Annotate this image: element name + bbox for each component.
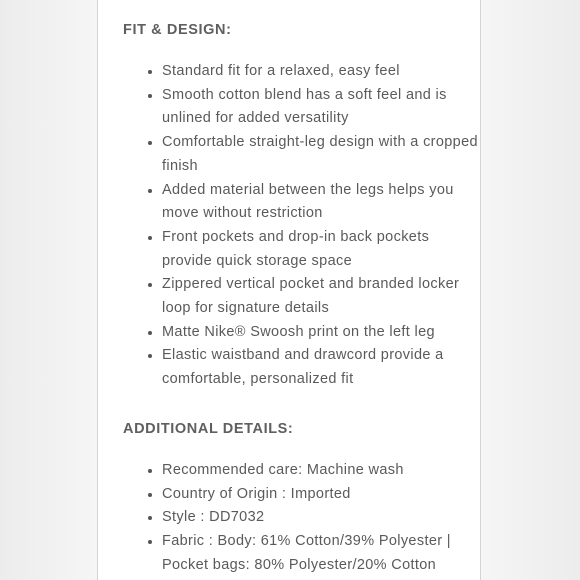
list-item: • Style : DD7032 bbox=[162, 506, 482, 530]
list-item: • Comfortable straight-leg design with a cropped finish bbox=[162, 131, 482, 178]
list-item: • Recommended care: Machine wash bbox=[162, 459, 482, 483]
list-item: • Matte Nike® Swoosh print on the left leg bbox=[162, 321, 482, 345]
list-item: • Smooth cotton blend has a soft feel and is unlined for added versatility bbox=[162, 84, 482, 131]
list-item: • Fabric : Body: 61% Cotton/39% Polyester | Pocket bags: 80% Polyester/20% Cotton bbox=[162, 530, 482, 577]
fit-design-list bbox=[138, 60, 482, 392]
fit-design-heading: FIT & DESIGN: bbox=[123, 22, 232, 38]
list-item: • Standard fit for a relaxed, easy feel bbox=[162, 60, 482, 84]
list-item: • Front pockets and drop-in back pockets provide quick storage space bbox=[162, 226, 482, 273]
product-details-panel bbox=[97, 0, 481, 580]
list-item: • Added material between the legs helps you move without restriction bbox=[162, 179, 482, 226]
additional-details-heading: ADDITIONAL DETAILS: bbox=[123, 421, 294, 437]
list-item: • Country of Origin : Imported bbox=[162, 483, 482, 507]
list-item: • Zippered vertical pocket and branded locker loop for signature details bbox=[162, 273, 482, 320]
list-item: • Elastic waistband and drawcord provide a comfortable, personalized fit bbox=[162, 344, 482, 391]
additional-details-list bbox=[138, 459, 482, 578]
